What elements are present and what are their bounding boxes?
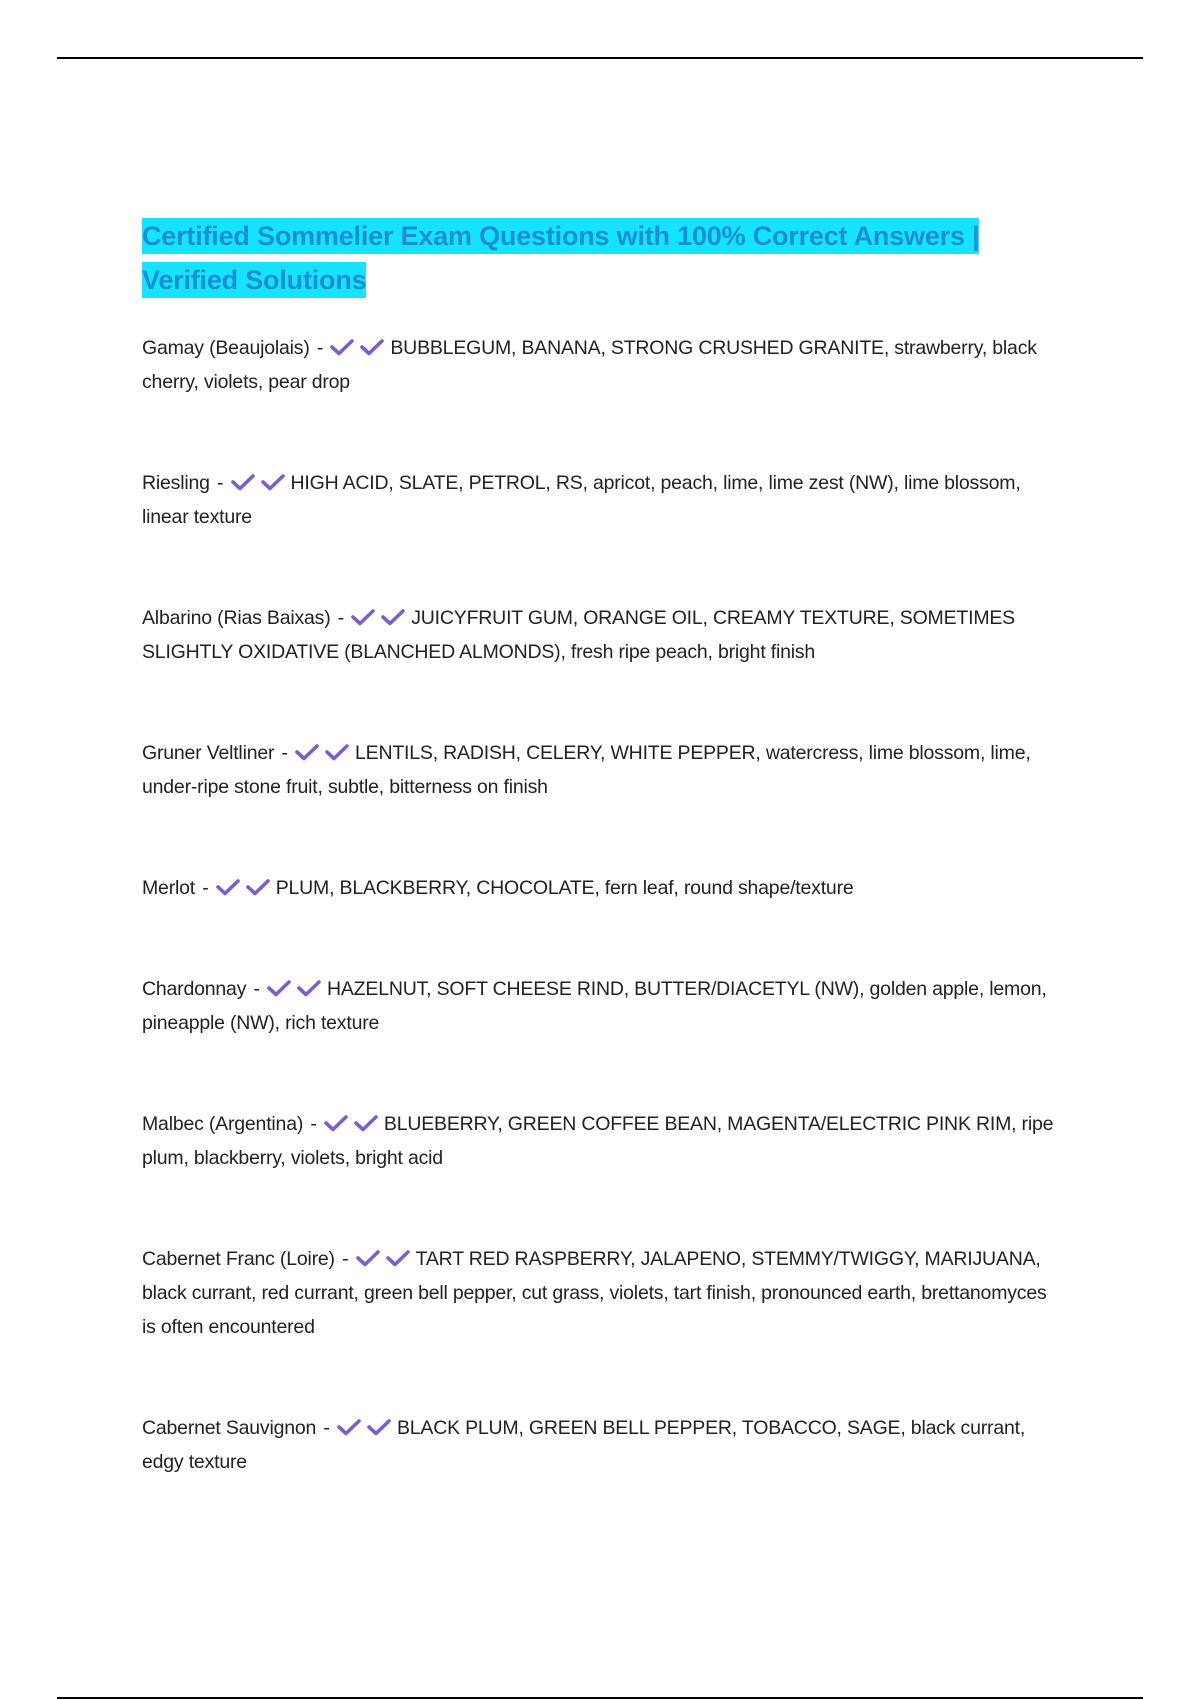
entry-term: Chardonnay xyxy=(142,978,247,1000)
entry-list xyxy=(142,331,1062,1479)
entry-answer: HIGH ACID, SLATE, PETROL, RS, apricot, peach, lime, lime zest (NW), lime blossom, linear texture xyxy=(142,472,1021,528)
top-rule xyxy=(57,57,1143,59)
check-mark-icon xyxy=(216,878,240,896)
entry-answer: HAZELNUT, SOFT CHEESE RIND, BUTTER/DIACETYL (NW), golden apple, lemon, pineapple (NW), rich texture xyxy=(142,978,1047,1034)
entry-answer: TART RED RASPBERRY, JALAPENO, STEMMY/TWIGGY, MARIJUANA, black currant, red currant, green bell pepper, cut grass, violets, tart finish, pronounced earth, brettanomyces is often encountered xyxy=(142,1248,1047,1338)
check-mark-icon xyxy=(381,608,405,626)
check-mark-icon xyxy=(324,1114,348,1132)
qa-entry xyxy=(142,601,1062,669)
qa-entry xyxy=(142,972,1062,1040)
entry-term: Cabernet Sauvignon xyxy=(142,1417,317,1439)
check-mark-icon xyxy=(295,743,319,761)
check-mark-icon xyxy=(351,608,375,626)
check-mark-icon xyxy=(325,743,349,761)
check-mark-icon xyxy=(354,1114,378,1132)
entry-separator: - xyxy=(216,472,224,494)
qa-entry xyxy=(142,736,1062,804)
qa-entry xyxy=(142,466,1062,534)
check-mark-icon xyxy=(360,338,384,356)
check-mark-icon xyxy=(356,1249,380,1267)
qa-entry xyxy=(142,871,1062,905)
entry-answer: BUBBLEGUM, BANANA, STRONG CRUSHED GRANITE, strawberry, black cherry, violets, pear drop xyxy=(142,337,1037,393)
document-title xyxy=(142,214,1062,302)
entry-separator: - xyxy=(253,978,260,1000)
check-mark-icon xyxy=(330,338,354,356)
entry-answer: LENTILS, RADISH, CELERY, WHITE PEPPER, watercress, lime blossom, lime, under-ripe stone fruit, subtle, bitterness on finish xyxy=(142,742,1031,798)
entry-separator: - xyxy=(323,1417,330,1439)
entry-separator: - xyxy=(337,607,345,629)
entry-separator: - xyxy=(202,877,209,899)
entry-separator: - xyxy=(316,337,324,359)
qa-entry xyxy=(142,331,1062,399)
qa-entry xyxy=(142,1107,1062,1175)
entry-term: Cabernet Franc (Loire) xyxy=(142,1248,335,1270)
entry-separator: - xyxy=(281,742,288,764)
entry-term: Albarino (Rias Baixas) xyxy=(142,607,331,629)
check-mark-icon xyxy=(261,473,285,491)
entry-term: Merlot xyxy=(142,877,195,899)
check-mark-icon xyxy=(246,878,270,896)
check-mark-icon xyxy=(386,1249,410,1267)
check-mark-icon xyxy=(367,1418,391,1436)
entry-separator: - xyxy=(310,1113,317,1135)
entry-term: Malbec (Argentina) xyxy=(142,1113,304,1135)
qa-entry xyxy=(142,1411,1062,1479)
document-body xyxy=(142,214,1062,1546)
qa-entry xyxy=(142,1242,1062,1344)
entry-answer: PLUM, BLACKBERRY, CHOCOLATE, fern leaf, round shape/texture xyxy=(275,877,854,899)
check-mark-icon xyxy=(231,473,255,491)
bottom-rule xyxy=(57,1697,1143,1699)
check-mark-icon xyxy=(297,979,321,997)
entry-answer: BLACK PLUM, GREEN BELL PEPPER, TOBACCO, SAGE, black currant, edgy texture xyxy=(142,1417,1026,1473)
check-mark-icon xyxy=(267,979,291,997)
entry-answer: JUICYFRUIT GUM, ORANGE OIL, CREAMY TEXTURE, SOMETIMES SLIGHTLY OXIDATIVE (BLANCHED ALMONDS), fresh ripe peach, bright finish xyxy=(142,607,1015,663)
check-mark-icon xyxy=(337,1418,361,1436)
document-title-text: Certified Sommelier Exam Questions with 100% Correct Answers | Verified Solutions xyxy=(142,218,979,298)
entry-term: Gruner Veltliner xyxy=(142,742,275,764)
entry-term: Gamay (Beaujolais) xyxy=(142,337,310,359)
entry-separator: - xyxy=(342,1248,349,1270)
entry-term: Riesling xyxy=(142,472,210,494)
entry-answer: BLUEBERRY, GREEN COFFEE BEAN, MAGENTA/ELECTRIC PINK RIM, ripe plum, blackberry, violets, bright acid xyxy=(142,1113,1054,1169)
